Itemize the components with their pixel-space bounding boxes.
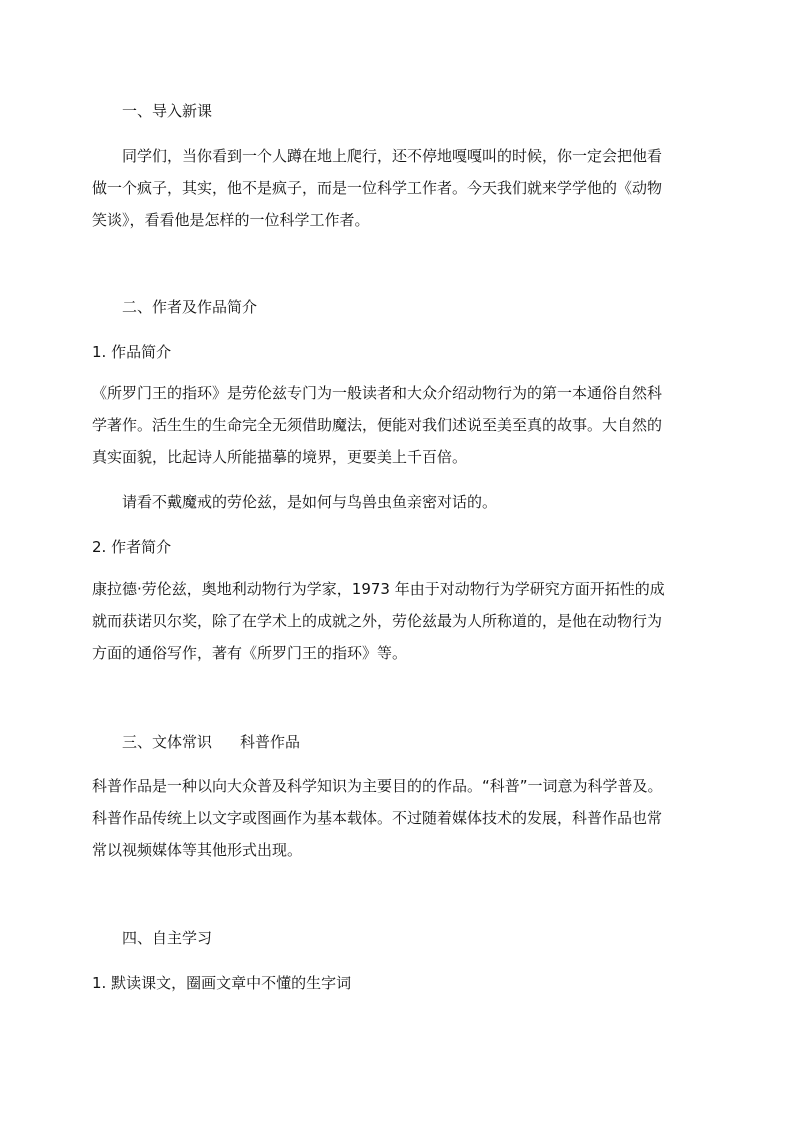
paragraph-line: 笑谈》，看看他是怎样的一位科学工作者。 bbox=[92, 211, 370, 229]
paragraph-line: 方面的通俗写作，著有《所罗门王的指环》等。 bbox=[92, 644, 408, 662]
subheading-author-intro: 2. 作者简介 bbox=[92, 538, 172, 556]
section-heading-genre bbox=[122, 732, 300, 752]
section-heading-author-work: 二、作者及作品简介 bbox=[122, 298, 258, 316]
paragraph-line: 科普作品是一种以向大众普及科学知识为主要目的的作品。“科普”一词意为科学普及。 bbox=[92, 777, 663, 795]
subheading-work-intro: 1. 作品简介 bbox=[92, 343, 172, 361]
paragraph-line: 康拉德·劳伦兹，奥地利动物行为学家，1973 年由于对动物行为学研究方面开拓性的成 bbox=[92, 580, 665, 598]
section-heading-tail: 科普作品 bbox=[240, 733, 301, 751]
paragraph-line: 同学们，当你看到一个人蹲在地上爬行，还不停地嘎嘎叫的时候，你一定会把他看 bbox=[122, 147, 663, 165]
paragraph-line: 《所罗门王的指环》是劳伦兹专门为一般读者和大众介绍动物行为的第一本通俗自然科 bbox=[92, 384, 663, 402]
section-heading-intro: 一、导入新课 bbox=[122, 102, 213, 120]
section-heading-text: 三、文体常识 bbox=[122, 733, 213, 751]
paragraph-line: 常以视频媒体等其他形式出现。 bbox=[92, 841, 303, 859]
paragraph-line: 请看不戴魔戒的劳伦兹，是如何与鸟兽虫鱼亲密对话的。 bbox=[122, 493, 498, 511]
list-item: 1. 默读课文，圈画文章中不懂的生字词 bbox=[92, 974, 352, 992]
paragraph-line: 真实面貌，比起诗人所能描摹的境界，更要美上千百倍。 bbox=[92, 448, 468, 466]
paragraph-line: 学著作。活生生的生命完全无须借助魔法，便能对我们述说至美至真的故事。大自然的 bbox=[92, 416, 663, 434]
paragraph-line: 做一个疯子，其实，他不是疯子，而是一位科学工作者。今天我们就来学学他的《动物 bbox=[92, 179, 663, 197]
paragraph-line: 科普作品传统上以文字或图画作为基本载体。不过随着媒体技术的发展，科普作品也常 bbox=[92, 809, 663, 827]
section-heading-self-study: 四、自主学习 bbox=[122, 929, 213, 947]
paragraph-line: 就而获诺贝尔奖，除了在学术上的成就之外，劳伦兹最为人所称道的，是他在动物行为 bbox=[92, 612, 663, 630]
